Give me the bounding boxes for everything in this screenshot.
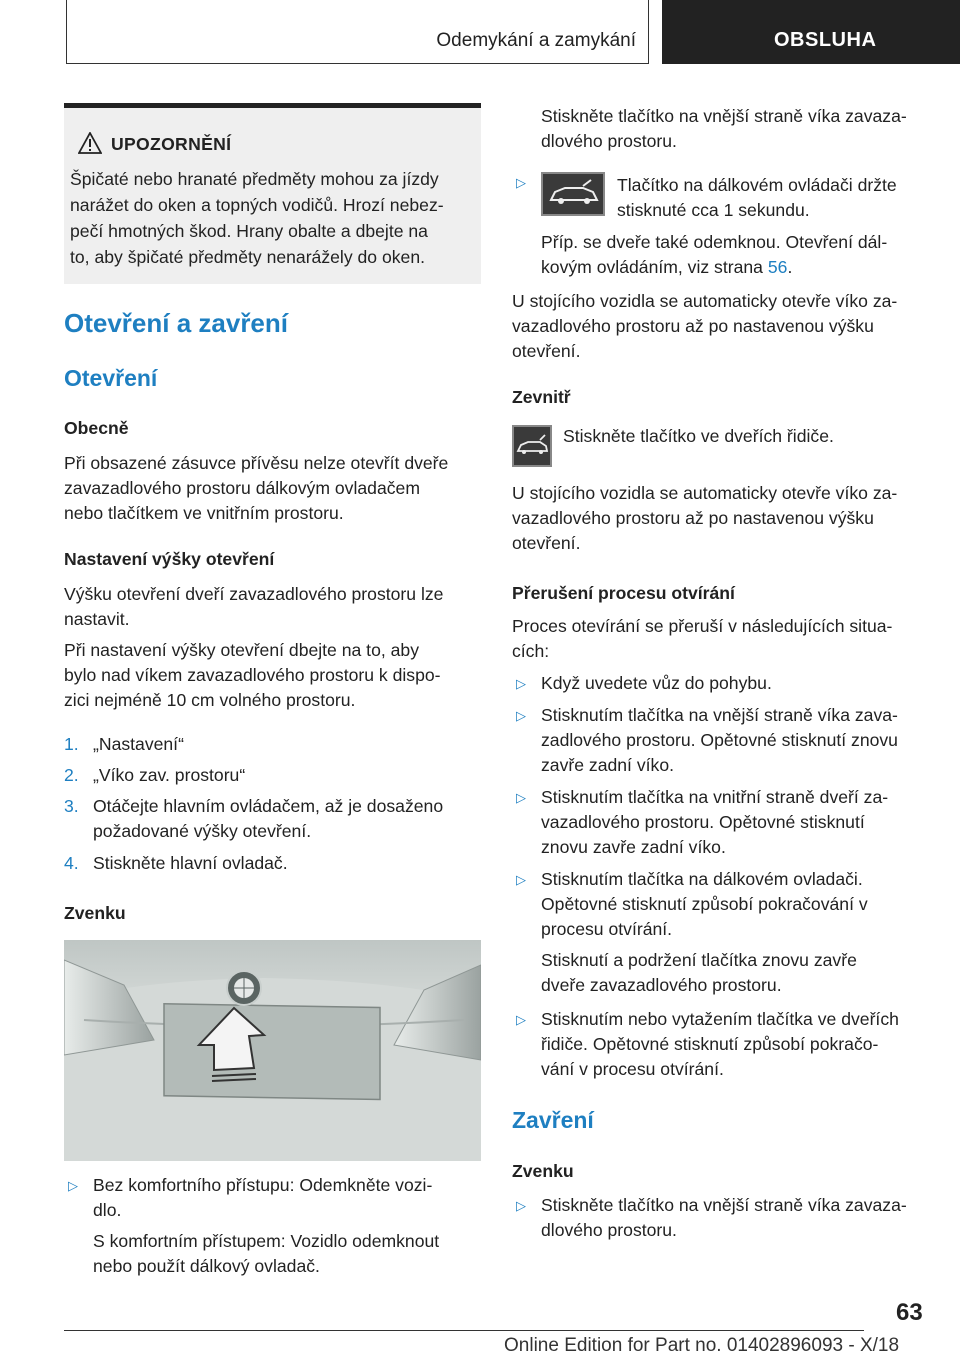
remote-paragraph: Tlačítko na dálkovém ovládači držte stisknuté cca 1 sekundu. — [617, 175, 897, 220]
warning-body: Špičaté nebo hranaté předměty mohou za jízdy narážet do oken a topných vodičů. Hrozí nebez- pečí hmotných škod. Hrany obalte a dbejte na to, aby špičaté předměty nenarážely do oken. — [70, 169, 444, 267]
page-link-56[interactable]: 56 — [767, 257, 788, 277]
warning-triangle-icon — [78, 132, 102, 154]
bullet-triangle-icon: ▷ — [516, 872, 526, 887]
header-section-tab — [66, 0, 649, 64]
trunk-button-icon — [541, 172, 605, 216]
header-chapter-title: OBSLUHA — [774, 29, 877, 51]
interrupt-paragraph: Proces otevírání se přeruší v následujících situa- cích: — [512, 616, 893, 661]
heading-general: Obecně — [64, 418, 129, 438]
heading-open-close: Otevření a zavření — [64, 308, 288, 338]
footer-divider — [64, 1330, 864, 1331]
warning-title: UPOZORNĚNÍ — [111, 134, 232, 154]
bullet-no-comfort-access: ▷ Bez komfortního přístupu: Odemkněte vozi- dlo. S komfortním přístupem: Vozidlo odemknout nebo použít dálkový ovladač. — [68, 1175, 440, 1276]
trunk-door-button-icon — [512, 425, 552, 467]
interrupt-bullet-3: ▷ Stisknutím tlačítka na vnitřní straně dveří za- vazadlového prostoru. Opětovné stisknutí znovu zavře zadní víko. — [516, 787, 889, 857]
trunk-lid-photo — [64, 940, 481, 1161]
interrupt-bullet-1: ▷ Když uvedete vůz do pohybu. — [512, 671, 942, 696]
right-top-paragraph: Stiskněte tlačítko na vnější straně víka zavaza- dlového prostoru. — [541, 106, 907, 151]
heading-height-setting: Nastavení výšky otevření — [64, 549, 275, 569]
bullet-triangle-icon: ▷ — [516, 676, 526, 691]
header-chapter-tab — [662, 0, 960, 64]
bullet-triangle-icon: ▷ — [516, 1012, 526, 1027]
close-bullet: ▷ Stiskněte tlačítko na vnější straně víka zavaza- dlového prostoru. — [516, 1195, 907, 1240]
step-3: 3. Otáčejte hlavním ovládačem, až je dosaženo požadované výšky otevření. — [64, 796, 444, 841]
footer-edition: Online Edition for Part no. 01402896093 - X/18 — [504, 1335, 900, 1356]
bullet-triangle-icon: ▷ — [516, 790, 526, 805]
bullet-triangle-icon: ▷ — [516, 175, 526, 190]
heading-closing: Zavření — [512, 1107, 594, 1133]
interrupt-bullet-4: ▷ Stisknutím tlačítka na dálkovém ovladači. Opětovné stisknutí způsobí pokračování v procesu otvírání. Stisknutí a podržení tlačítka znovu zavře dveře zavazadlového prostoru. — [516, 869, 868, 995]
bullet-triangle-icon: ▷ — [516, 1198, 526, 1213]
bullet-triangle-icon: ▷ — [516, 708, 526, 723]
warning-box — [64, 103, 481, 284]
heading-outside: Zvenku — [64, 903, 126, 923]
general-paragraph: Při obsazené zásuvce přívěsu nelze otevřít dveře zavazadlového prostoru dálkovým ovladačem nebo tlačítkem ve vnitřním prostoru. — [64, 453, 449, 523]
auto-open-paragraph-2: U stojícího vozidla se automaticky otevře víko za- vazadlového prostoru až po nastavenou výšku otevření. — [512, 483, 898, 553]
bullet-triangle-icon: ▷ — [68, 1178, 78, 1193]
remote-sub-paragraph: Příp. se dveře také odemknou. Otevření dál- kovým ovládáním, viz strana 56. — [541, 232, 888, 277]
heading-opening: Otevření — [64, 365, 158, 391]
page-number: 63 — [896, 1299, 923, 1326]
heading-close-outside: Zvenku — [512, 1161, 574, 1181]
height-paragraph-2: Při nastavení výšky otevření dbejte na to, aby bylo nad víkem zavazadlového prostoru k dispo- zici nejméně 10 cm volného prostoru. — [64, 640, 441, 710]
auto-open-paragraph-1: U stojícího vozidla se automaticky otevře víko za- vazadlového prostoru až po nastavenou výšku otevření. — [512, 291, 898, 361]
height-paragraph-1: Výšku otevření dveří zavazadlového prostoru lze nastavit. — [64, 584, 444, 629]
heading-interrupt: Přerušení procesu otvírání — [512, 583, 735, 603]
interrupt-bullet-5: ▷ Stisknutím nebo vytažením tlačítka ve dveřích řidiče. Opětovné stisknutí způsobí pokračo- vání v procesu otvírání. — [516, 1009, 899, 1079]
interrupt-bullet-2: ▷ Stisknutím tlačítka na vnější straně víka zava- zadlového prostoru. Opětovné stisknutí znovu zavře zadní víko. — [516, 705, 898, 775]
header-section-title: Odemykání a zamykání — [436, 30, 636, 51]
inside-paragraph: Stiskněte tlačítko ve dveřích řidiče. — [563, 426, 834, 446]
trunk-lid-illustration — [64, 940, 481, 1161]
heading-inside: Zevnitř — [512, 387, 571, 407]
